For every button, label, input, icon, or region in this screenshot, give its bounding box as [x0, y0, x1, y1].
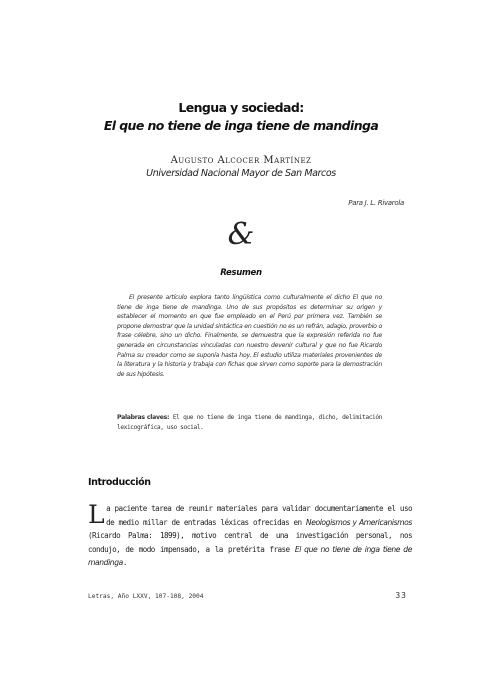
keywords-label: Palabras claves:	[117, 414, 170, 421]
abstract-text: El presente artículo explora tanto lingüística como culturalmente el dicho El que no tiene de inga tiene de mandinga. Uno de sus propósitos es determinar su origen y establecer el momento en que fue empleado en el Perú por primera vez. También se propone demostrar que la unidad sintáctica en cuestión no es un refrán, adagio, proverbio o frase célebre, sino un dicho. Finalmente, se demuestra que la expresión referida no fue generada en circunstancias vinculadas con nuestro devenir cultural y que no fue Ricardo Palma su creador como se suponía hasta hoy. El estudio utiliza materiales provenientes de la literatura y la historia y trabaja con fichas que sirven como soporte para la demostración de sus hipótesis.	[117, 294, 382, 378]
intro-text-2: (Ricardo Palma: 1899), motivo central de una investigación personal, nos condujo, de modo impensado, a la pretérita frase	[88, 531, 412, 554]
intro-text-1: a paciente tarea de reunir materiales para validar documentariamente el uso de medio millar de entradas léxicas ofrecidas en	[106, 504, 412, 527]
abstract-heading: Resumen	[220, 268, 262, 278]
intro-text-3: .	[122, 558, 127, 568]
author-name: Augusto Alcocer Martínez	[170, 155, 312, 166]
keywords-text: El que no tiene de inga tiene de mandinga, dicho, delimitación lexicográfica, uso social.	[117, 414, 382, 431]
article-subtitle: El que no tiene de inga tiene de mandinga	[103, 118, 379, 133]
ampersand-ornament: &	[227, 217, 255, 252]
intro-italic-phrase: El que no tiene de inga tiene de mandinga	[88, 544, 412, 568]
intro-italic-title: Neologismos y Americanismos	[305, 517, 412, 527]
introduction-paragraph	[88, 502, 412, 570]
dedication: Para J. L. Rivarola	[348, 199, 404, 207]
section-heading-introduction: Introducción	[88, 477, 151, 488]
drop-cap: L	[88, 500, 105, 529]
keywords	[117, 413, 382, 433]
article-title: Lengua y sociedad:	[178, 100, 304, 115]
journal-citation: Letras, Año LXXV, 107-108, 2004	[88, 593, 204, 600]
page-number: 33	[395, 591, 407, 600]
author-affiliation: Universidad Nacional Mayor de San Marcos	[146, 168, 336, 179]
